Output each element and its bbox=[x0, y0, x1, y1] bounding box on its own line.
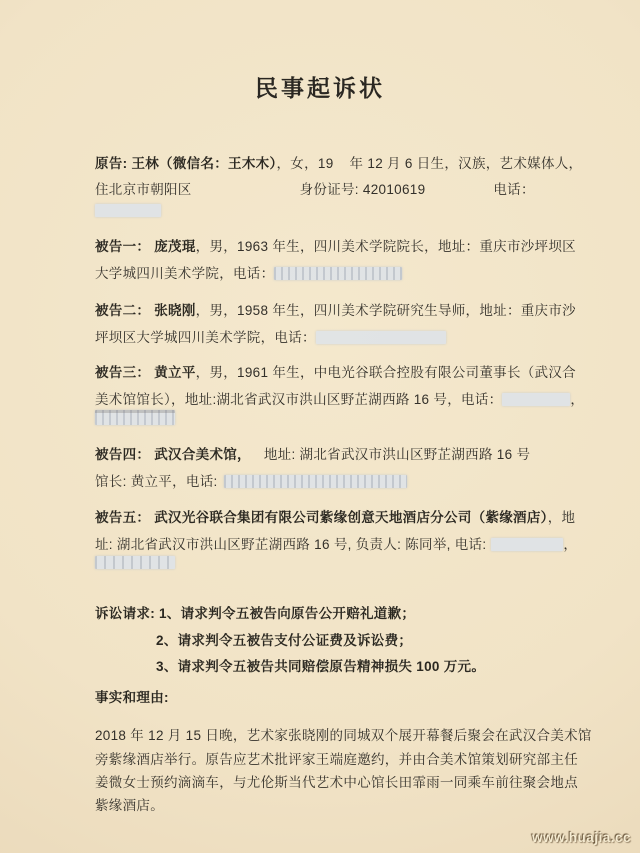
defendant1-line-1 bbox=[95, 239, 576, 255]
plaintiff-phone-label: 电话： bbox=[493, 182, 535, 197]
defendant5-line-3 bbox=[95, 555, 175, 571]
defendant2-name: 被告二： 张晓刚 bbox=[95, 303, 196, 318]
defendant1-info: ，男，1963 年生，四川美术学院院长，地址：重庆市沙坪坝区 bbox=[195, 239, 576, 254]
claim-item-3: 3、请求判令五被告共同赔偿原告精神损失 100 万元。 bbox=[156, 659, 486, 674]
defendant4-name: 被告四： 武汉合美术馆， bbox=[95, 447, 251, 462]
facts-line-1: 2018 年 12 月 15 日晚，艺术家张晓刚的同城双个展开幕餐后聚会在武汉合美术馆 bbox=[95, 728, 592, 743]
redaction-box bbox=[274, 267, 402, 280]
defendant2-info: ，男，1958 年生，四川美术学院研究生导师，地址：重庆市沙 bbox=[195, 303, 576, 318]
defendant1-name: 被告一： 庞茂琨 bbox=[95, 239, 196, 254]
claim-item-1: 1、请求判令五被告向原告公开赔礼道歉； bbox=[159, 606, 416, 621]
plaintiff-id-number: 身份证号: 42010619 bbox=[299, 182, 426, 197]
claim-item-2: 2、请求判令五被告支付公证费及诉讼费； bbox=[156, 633, 413, 648]
plaintiff-line-1 bbox=[95, 156, 582, 172]
claims-line-1 bbox=[95, 606, 415, 622]
redacted-id-gap bbox=[425, 193, 493, 194]
plaintiff-info-b: 年 12 月 6 日生，汉族，艺术媒体人， bbox=[349, 156, 583, 171]
redacted-birth-year-gap bbox=[334, 167, 350, 168]
defendant2-line-2 bbox=[95, 330, 446, 346]
defendant3-address: 美术馆馆长），地址:湖北省武汉市洪山区野芷湖西路 16 号，电话： bbox=[95, 392, 503, 407]
redaction-box bbox=[95, 556, 175, 569]
defendant5-name: 被告五： 武汉光谷联合集团有限公司紫缘创意天地酒店分公司（紫缘酒店） bbox=[95, 510, 548, 525]
plaintiff-name: 原告: 王林（微信名：王木木） bbox=[95, 156, 277, 171]
defendant3-line-1 bbox=[95, 365, 576, 381]
spacer bbox=[251, 458, 264, 459]
defendant5-line-1 bbox=[95, 510, 575, 526]
claims-line-3 bbox=[156, 659, 485, 675]
defendant5-info: ，地 bbox=[547, 510, 576, 525]
spacer bbox=[218, 485, 224, 486]
redaction-box bbox=[316, 331, 446, 344]
plaintiff-address: 住北京市朝阳区 bbox=[95, 182, 192, 197]
redacted-address-gap bbox=[192, 193, 300, 194]
facts-heading: 事实和理由: bbox=[95, 690, 169, 705]
facts-line-4: 紫缘酒店。 bbox=[95, 798, 164, 813]
defendant4-line-1 bbox=[95, 447, 530, 463]
redaction-box bbox=[491, 538, 563, 551]
claims-label: 诉讼请求: bbox=[95, 606, 155, 621]
defendant3-line-2 bbox=[95, 392, 584, 408]
defendant4-director: 馆长: 黄立平，电话: bbox=[95, 474, 218, 489]
claims-line-2 bbox=[156, 633, 412, 649]
plaintiff-line-3 bbox=[95, 203, 161, 219]
defendant4-address: 地址: 湖北省武汉市洪山区野芷湖西路 16 号 bbox=[263, 447, 531, 462]
defendant4-line-2 bbox=[95, 474, 407, 490]
defendant2-line-1 bbox=[95, 303, 576, 319]
defendant3-line-3 bbox=[95, 410, 175, 427]
defendant3-line2-comma: ， bbox=[570, 392, 585, 407]
facts-line-2: 旁紫缘酒店举行。原告应艺术批评家王端庭邀约，并由合美术馆策划研究部主任 bbox=[95, 752, 578, 767]
defendant1-address: 大学城四川美术学院，电话： bbox=[95, 266, 275, 281]
plaintiff-info-a: ，女，19 bbox=[276, 156, 334, 171]
defendant5-line-2 bbox=[95, 537, 577, 553]
site-watermark: www.huajia.cc bbox=[531, 830, 631, 845]
redaction-box bbox=[95, 204, 161, 217]
redaction-box bbox=[224, 475, 407, 488]
plaintiff-line-2 bbox=[95, 182, 535, 198]
defendant5-line2-comma: ， bbox=[563, 537, 578, 552]
redaction-box bbox=[502, 393, 570, 406]
defendant3-info: ，男，1961 年生，中电光谷联合控股有限公司董事长（武汉合 bbox=[195, 365, 576, 380]
defendant1-line-2 bbox=[95, 266, 402, 282]
facts-line-3: 姜微女士预约滴滴车，与尤伦斯当代艺术中心馆长田霏雨一同乘车前往聚会地点 bbox=[95, 775, 578, 790]
document-title: 民事起诉状 bbox=[255, 75, 385, 101]
redaction-box bbox=[95, 410, 175, 425]
defendant3-name: 被告三： 黄立平 bbox=[95, 365, 196, 380]
defendant2-address: 坪坝区大学城四川美术学院，电话： bbox=[95, 330, 316, 345]
defendant5-address: 址: 湖北省武汉市洪山区野芷湖西路 16 号, 负责人: 陈同举, 电话: bbox=[95, 537, 487, 552]
